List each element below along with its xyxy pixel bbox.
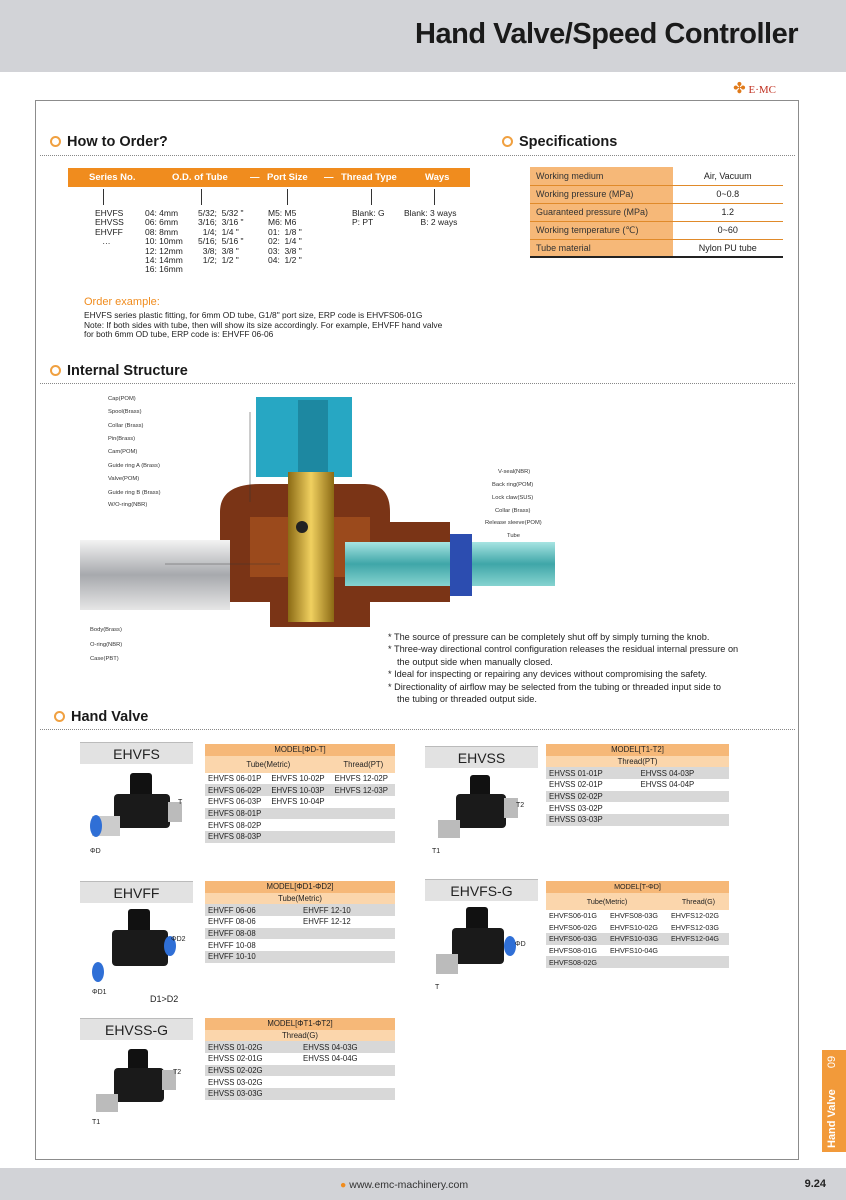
tick <box>103 189 104 205</box>
col-dash-2: — <box>324 172 334 183</box>
table-row: EHVSS 02-01P EHVSS 04-04P <box>546 779 729 791</box>
feature-list: * The source of pressure can be completely shut off by simply turning the knob. * Three-way directional control configuration releases the residual internal pressure on the output side when manually closed. * Ideal for inspecting or repairing any devices without compromising the safety. * Directionality of airflow may be selected from the tubing or threaded input side to the tubing or threaded output side. <box>388 632 739 705</box>
tick <box>201 189 202 205</box>
table-row: EHVSS 02-02G <box>205 1065 395 1077</box>
label-back-ring: Back ring(POM) <box>492 482 534 488</box>
ehvfs-model-table: MODEL[ΦD-T] Tube(Metric) Thread(PT) EHVFS 06-01P EHVFS 10-02P EHVFS 12-02P EHVFS 06-02P EHVFS 10-03P EHVFS 12-03P EHVFS 06-03P EHVFS 10-04P EHVFS 08-01P EHVFS 08-02P EHVFS 08-03P <box>205 744 395 843</box>
ehvss-label: EHVSS <box>425 746 538 768</box>
ehvfs-dim-t: T <box>178 799 183 806</box>
ehvssg-dim-t1: T1 <box>92 1119 101 1126</box>
ehvss-product-image <box>430 772 530 847</box>
emc-logo-icon: ✤ <box>733 81 746 97</box>
label-spool: Spool(Brass) <box>108 409 142 415</box>
brand-name: E·MC <box>748 84 776 96</box>
label-valve: Valve(POM) <box>108 476 140 482</box>
col-dash-1: — <box>250 172 260 183</box>
divider <box>40 729 795 730</box>
table-row: EHVSS 02-02P <box>546 791 729 803</box>
table-row: EHVFS 06-03P EHVFS 10-04P <box>205 796 395 808</box>
table-row: EHVFF 06-06 EHVFF 12-10 <box>205 904 395 916</box>
label-pin: Pin(Brass) <box>108 436 136 442</box>
order-example-title: Order example: <box>84 296 160 308</box>
tick <box>371 189 372 205</box>
brand-logo <box>733 79 776 98</box>
table-row: EHVFS 08-01P <box>205 808 395 820</box>
label-cam: Cam(POM) <box>108 449 138 455</box>
side-tab-label: Hand Valve <box>826 1089 838 1148</box>
label-lock-claw: Lock claw(SUS) <box>492 495 534 501</box>
table-row: EHVFS 06-01P EHVFS 10-02P EHVFS 12-02P <box>205 773 395 785</box>
tick <box>434 189 435 205</box>
col-ways: Ways <box>425 172 450 183</box>
spec-row: Tube material Nylon PU tube <box>530 239 783 257</box>
table-row: EHVSS 01-02G EHVSS 04-03G <box>205 1041 395 1053</box>
table-row: EHVSS 02-01G EHVSS 04-04G <box>205 1053 395 1065</box>
table-row: EHVSS 03-03P <box>546 814 729 826</box>
cutaway-diagram <box>70 392 560 667</box>
page-number: 9.24 <box>804 1178 826 1190</box>
ehvfsg-dim-t: T <box>435 984 440 991</box>
table-row: EHVSS 03-02P <box>546 802 729 814</box>
table-row: EHVFS08-02G <box>546 956 729 968</box>
section-bullet-icon <box>50 136 61 147</box>
table-row: EHVFS 06-02P EHVFS 10-03P EHVFS 12-03P <box>205 784 395 796</box>
ehvfs-dim-d: ΦD <box>90 848 101 855</box>
specifications-title: Specifications <box>502 134 617 150</box>
specifications-table <box>530 167 783 258</box>
col-od: O.D. of Tube <box>172 172 228 183</box>
section-bullet-icon <box>502 136 513 147</box>
col-series: Series No. <box>89 172 136 183</box>
ehvss-dim-t1: T1 <box>432 848 441 855</box>
ehvff-note: D1>D2 <box>150 994 179 1004</box>
ways-codes: Blank: 3 ways B: 2 ways <box>404 208 458 228</box>
label-collar-2: Collar (Brass) <box>495 508 531 514</box>
label-tube: Tube <box>507 533 520 539</box>
ehvfsg-product-image <box>430 904 520 984</box>
series-codes: EHVFS EHVSS EHVFF … <box>95 208 124 247</box>
internal-structure-title: Internal Structure <box>50 363 188 379</box>
od-inch-codes: 5/32; 5/32 " 3/16; 3/16 " 1/4; 1/4 " 5/16; 5/16 " 3/8; 3/8 " 1/2; 1/2 " <box>198 208 244 266</box>
table-row: EHVFF 10-08 <box>205 939 395 951</box>
spec-row: Working pressure (MPa) 0~0.8 <box>530 185 783 203</box>
col-port: Port Size <box>267 172 308 183</box>
col-thread: Thread Type <box>341 172 397 183</box>
table-row: EHVFS06-02G EHVFS10-02G EHVFS12-03G <box>546 921 729 933</box>
table-row: EHVSS 03-03G <box>205 1088 395 1100</box>
ehvssg-model-table: MODEL[ΦT1-ΦT2] Thread(G) EHVSS 01-02G EHVSS 04-03G EHVSS 02-01G EHVSS 04-04G EHVSS 02-02G EHVSS 03-02G EHVSS 03-03G <box>205 1018 395 1100</box>
table-row: EHVFF 10-10 <box>205 951 395 963</box>
ehvss-dim-t2: T2 <box>516 802 525 809</box>
divider <box>40 383 795 384</box>
side-tab[interactable] <box>822 1050 846 1152</box>
label-collar: Collar (Brass) <box>108 423 144 429</box>
ehvssg-label: EHVSS-G <box>80 1018 193 1040</box>
table-row: EHVFS 08-03P <box>205 831 395 843</box>
ehvssg-dim-t2: T2 <box>173 1069 182 1076</box>
table-row: EHVFF 08-08 <box>205 928 395 940</box>
ehvfs-product-image <box>90 768 190 848</box>
ehvfsg-dim-d: ΦD <box>515 941 526 948</box>
ehvfsg-label: EHVFS-G <box>425 879 538 901</box>
table-row: EHVFS06-03G EHVFS10-03G EHVFS12-04G <box>546 933 729 945</box>
table-row: EHVFS 08-02P <box>205 819 395 831</box>
table-row: EHVFF 08-06 EHVFF 12-12 <box>205 916 395 928</box>
ehvssg-product-image <box>90 1046 180 1121</box>
table-row: EHVFS08-01G EHVFS10-04G <box>546 945 729 957</box>
ehvff-model-table: MODEL[ΦD1-ΦD2] Tube(Metric) EHVFF 06-06 EHVFF 12-10 EHVFF 08-06 EHVFF 12-12 EHVFF 08-08 EHVFF 10-08 EHVFF 10-10 <box>205 881 395 963</box>
spec-row: Working medium Air, Vacuum <box>530 167 783 185</box>
footer-url[interactable]: ● www.emc-machinery.com <box>340 1179 469 1191</box>
label-body: Body(Brass) <box>90 627 122 633</box>
label-case: Case(PBT) <box>90 656 119 662</box>
spec-row: Guaranteed pressure (MPa) 1.2 <box>530 203 783 221</box>
label-cap: Cap(POM) <box>108 396 136 402</box>
label-w-oring: W/O-ring(NBR) <box>108 502 148 508</box>
section-bullet-icon <box>54 711 65 722</box>
ehvfs-label: EHVFS <box>80 742 193 764</box>
table-row: EHVSS 03-02G <box>205 1076 395 1088</box>
order-code-header <box>68 168 470 187</box>
label-guide-a: Guide ring A (Brass) <box>108 463 160 469</box>
table-row: EHVFS06-01G EHVFS08-03G EHVFS12-02G <box>546 910 729 922</box>
section-bullet-icon <box>50 365 61 376</box>
hand-valve-title: Hand Valve <box>54 709 148 725</box>
ehvff-product-image <box>90 906 180 986</box>
order-example-text: EHVFS series plastic fitting, for 6mm OD tube, G1/8" port size, ERP code is EHVFS06-01G Note: If both sides with tube, then will show its size accordingly. For example, EHVFF hand valve for both 6mm OD tube, ERP code is: EHVFF 06-06 <box>84 310 443 340</box>
port-codes: M5: M5 M6: M6 01: 1/8 " 02: 1/4 " 03: 3/8 " 04: 1/2 " <box>268 208 302 266</box>
thread-codes: Blank: G P: PT <box>352 208 385 228</box>
page-title: Hand Valve/Speed Controller <box>415 18 798 50</box>
ehvff-label: EHVFF <box>80 881 193 903</box>
side-tab-number: 09 <box>826 1055 839 1069</box>
ehvfsg-model-table: MODEL[T-ΦD] Tube(Metric) Thread(G) EHVFS06-01G EHVFS08-03G EHVFS12-02G EHVFS06-02G EHVFS10-02G EHVFS12-03G EHVFS06-03G EHVFS10-03G EHVFS12-04G EHVFS08-01G EHVFS10-04G EHVFS08-02G <box>546 881 729 968</box>
ehvss-model-table: MODEL[T1-T2] Thread(PT) EHVSS 01-01P EHVSS 04-03P EHVSS 02-01P EHVSS 04-04P EHVSS 02-02P EHVSS 03-02P EHVSS 03-03P <box>546 744 729 826</box>
label-release-sleeve: Release sleeve(POM) <box>485 520 542 526</box>
tick <box>287 189 288 205</box>
ehvff-dim-d1: ΦD1 <box>92 989 107 996</box>
divider <box>40 155 795 156</box>
label-v-seal: V-seal(NBR) <box>498 469 531 475</box>
label-guide-b: Guide ring B (Brass) <box>108 490 161 496</box>
how-to-order-title: How to Order? <box>50 134 168 150</box>
ehvff-dim-d2: ΦD2 <box>171 936 186 943</box>
label-oring: O-ring(NBR) <box>90 642 123 648</box>
od-metric-codes: 04: 4mm 06: 6mm 08: 8mm 10: 10mm 12: 12mm 14: 14mm 16: 16mm <box>145 208 183 275</box>
spec-row: Working temperature (℃) 0~60 <box>530 221 783 239</box>
bullet-icon: ● <box>340 1179 347 1191</box>
table-row: EHVSS 01-01P EHVSS 04-03P <box>546 767 729 779</box>
